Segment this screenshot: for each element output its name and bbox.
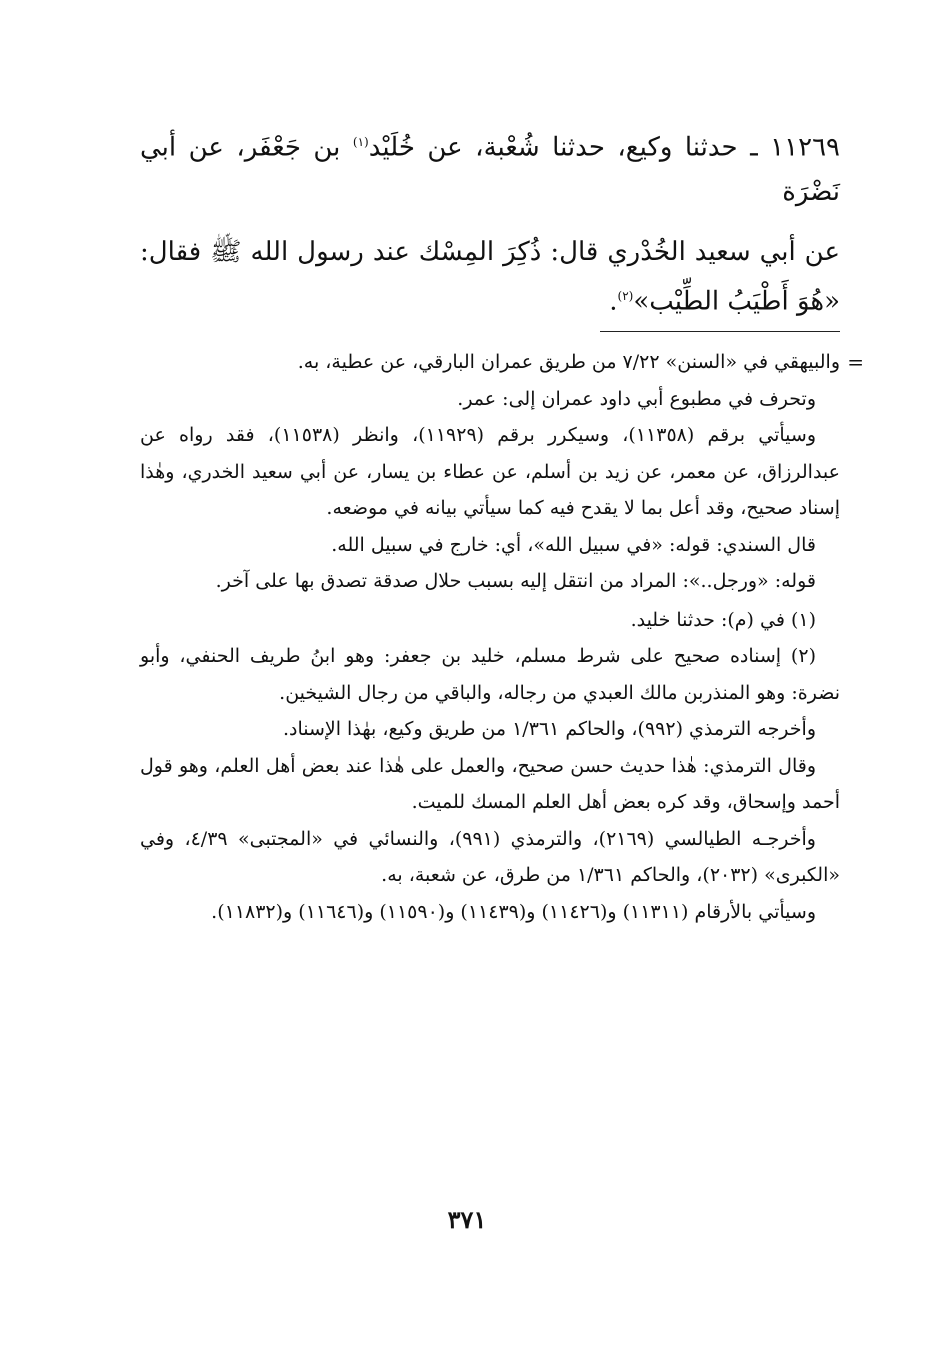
footnote-ref-1: (١) [352, 135, 369, 149]
note-paragraph: وسيأتي برقم (١١٣٥٨)، وسيكرر برقم (١١٩٢٩)، وانظر (١١٥٣٨)، فقد رواه عن عبدالرزاق، عن معمر، عن زيد بن أسلم، عن عطاء بن يسار، عن أبي سعيد الخدري، وهٰذا إسناد صحيح، وقد أعل بما لا يقدح فيه كما سيأتي بيانه في موضعه. [140, 424, 840, 520]
hadith-matn-end: . [609, 286, 618, 317]
note-continuation [140, 344, 864, 381]
hadith-matn [140, 230, 840, 324]
footnotes [140, 344, 864, 930]
note-paragraph: وسيأتي بالأرقام (١١٣١١) و(١١٤٢٦) و(١١٤٣٩) و(١١٥٩٠) و(١١٦٤٦) و(١١٨٣٢). [211, 900, 816, 923]
footnote-2: (٢) إسناده صحيح على شرط مسلم، خليد بن جعفر: وهو ابنُ طريف الحنفي، وأبو نضرة: وهو المنذربن مالك العبدي من رجاله، والباقي من رجال الشيخين. [140, 645, 840, 704]
note-paragraph: وتحرف في مطبوع أبي داود عمران إلى: عمر. [457, 387, 816, 410]
footnote-1: (١) في (م): حدثنا خليد. [630, 608, 816, 631]
page-number: ٣٧١ [447, 1205, 487, 1234]
hadith-isnad-text: ١١٢٦٩ ـ حدثنا وكيع، حدثنا شُعْبة، عن خُلَيْد [368, 132, 840, 163]
note-text: والبيهقي في «السنن» ٧/٢٢ من طريق عمران البارقي، عن عطية، به. [297, 351, 840, 374]
footnote-ref-2: (٢) [617, 288, 634, 303]
hadith-isnad-text-rest: بن جَعْفَر، عن أبي نَضْرَة [140, 132, 840, 207]
continuation-mark: = [847, 350, 864, 375]
page-body [140, 120, 864, 930]
note-paragraph: قال السندي: قوله: «في سبيل الله»، أي: خارج في سبيل الله. [331, 533, 816, 556]
footnote-separator [600, 331, 840, 332]
hadith-isnad [140, 120, 840, 214]
note-paragraph: قوله: «ورجل..»: المراد من انتقل إليه بسبب حلال صدقة تصدق بها على آخر. [215, 570, 816, 593]
note-paragraph: وأخرجه الترمذي (٩٩٢)، والحاكم ١/٣٦١ من طريق وكيع، بهٰذا الإسناد. [282, 718, 816, 741]
note-paragraph: وقال الترمذي: هٰذا حديث حسن صحيح، والعمل على هٰذا عند بعض أهل العلم، وهو قول أحمد وإسحاق، وقد كره بعض أهل العلم المسك للميت. [140, 754, 840, 814]
note-paragraph: وأخرجـه الطيالسي (٢١٦٩)، والترمذي (٩٩١)، والنسائي في «المجتبى» ٤/٣٩، وفي «الكبرى» (٢٠٣٢)، والحاكم ١/٣٦١ من طرق، عن شعبة، به. [140, 827, 840, 887]
hadith-matn-text: عن أبي سعيد الخُدْري قال: ذُكِرَ المِسْك عند رسول الله ﷺ فقال: «هُوَ أَطْيَبُ الطِّيْب» [140, 236, 840, 317]
